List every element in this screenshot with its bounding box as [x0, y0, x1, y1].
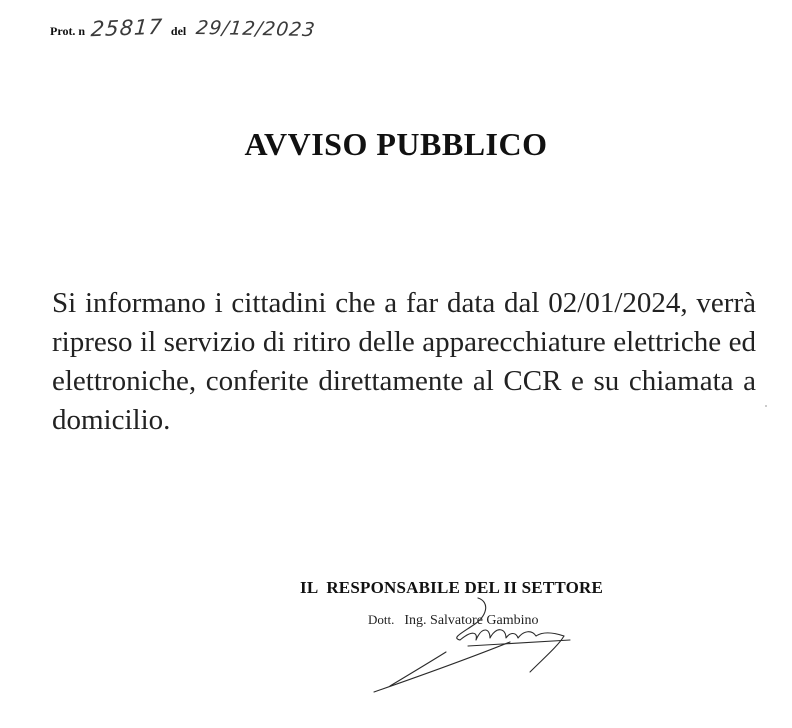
protocol-del-label: del	[170, 24, 187, 38]
document-title: AVVISO PUBBLICO	[244, 126, 548, 162]
signatory-prefix: Dott.	[368, 612, 395, 627]
protocol-line	[50, 16, 316, 52]
signatory-name: Ing. Salvatore Gambino	[404, 613, 539, 628]
protocol-date: 29/12/2023	[195, 16, 318, 42]
handwritten-signature	[360, 596, 600, 706]
signatory-role: IL RESPONSABILE DEL II SETTORE	[300, 578, 604, 597]
scan-speck	[765, 405, 767, 407]
notice-body: Si informano i cittadini che a far data dal 02/01/2024, verrà ripreso il servizio di ritiro delle apparecchiature elettriche ed elettroniche, conferite direttamente al CCR e su chiamata a domicilio.	[52, 287, 756, 436]
protocol-label: Prot. n	[50, 24, 86, 38]
protocol-number: 25817	[90, 14, 164, 42]
